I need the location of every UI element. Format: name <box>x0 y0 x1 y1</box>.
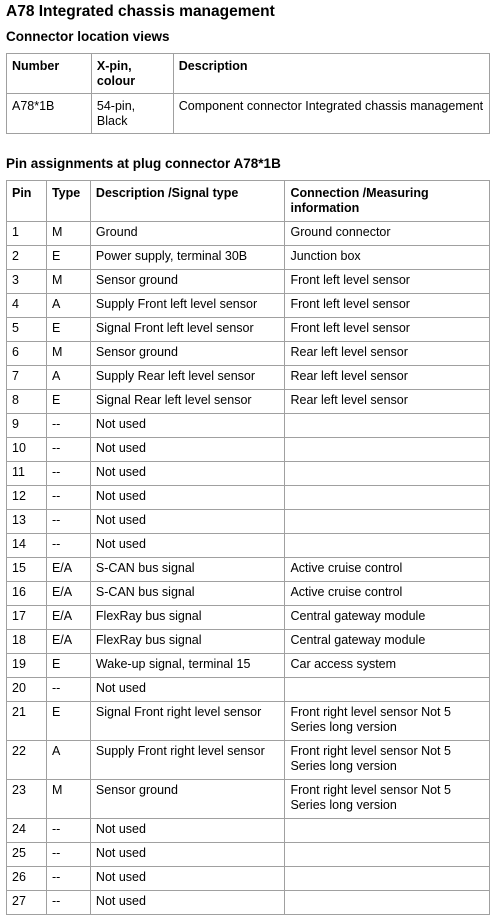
pin-connection: Rear left level sensor <box>285 342 490 366</box>
pin-type: M <box>46 342 90 366</box>
table-row <box>7 94 490 134</box>
connector-section-title: Connector location views <box>6 29 170 44</box>
pin-connection <box>285 843 490 867</box>
pin-description: Not used <box>90 891 285 915</box>
pin-type: E/A <box>46 582 90 606</box>
pin-description: Power supply, terminal 30B <box>90 246 285 270</box>
connector-xpin: 54-pin, Black <box>91 94 173 134</box>
pin-description: Not used <box>90 678 285 702</box>
pin-connection: Active cruise control <box>285 558 490 582</box>
pin-number: 14 <box>7 534 47 558</box>
pin-type: -- <box>46 891 90 915</box>
pin-connection <box>285 534 490 558</box>
pin-number: 13 <box>7 510 47 534</box>
pin-number: 15 <box>7 558 47 582</box>
table-row <box>7 414 490 438</box>
pin-description: Signal Rear left level sensor <box>90 390 285 414</box>
pin-connection <box>285 510 490 534</box>
pin-number: 27 <box>7 891 47 915</box>
header-connection: Connection /Measuring information <box>285 181 490 222</box>
pin-number: 25 <box>7 843 47 867</box>
pin-type: -- <box>46 438 90 462</box>
pin-number: 23 <box>7 780 47 819</box>
pin-number: 18 <box>7 630 47 654</box>
table-row <box>7 294 490 318</box>
table-row <box>7 246 490 270</box>
pin-description: Not used <box>90 414 285 438</box>
pin-description: S-CAN bus signal <box>90 582 285 606</box>
table-row <box>7 366 490 390</box>
pin-number: 6 <box>7 342 47 366</box>
table-row <box>7 222 490 246</box>
pin-number: 19 <box>7 654 47 678</box>
pin-description: FlexRay bus signal <box>90 606 285 630</box>
pin-description: Supply Front right level sensor <box>90 741 285 780</box>
pin-description: Supply Front left level sensor <box>90 294 285 318</box>
pin-description: Sensor ground <box>90 780 285 819</box>
pin-number: 7 <box>7 366 47 390</box>
header-type: Type <box>46 181 90 222</box>
table-row <box>7 654 490 678</box>
pin-connection: Ground connector <box>285 222 490 246</box>
table-row <box>7 582 490 606</box>
table-row <box>7 558 490 582</box>
pin-connection: Rear left level sensor <box>285 366 490 390</box>
pin-number: 2 <box>7 246 47 270</box>
pin-type: M <box>46 222 90 246</box>
pin-description: Wake-up signal, terminal 15 <box>90 654 285 678</box>
pin-number: 24 <box>7 819 47 843</box>
table-row <box>7 606 490 630</box>
pin-connection <box>285 462 490 486</box>
pin-description: Not used <box>90 438 285 462</box>
pin-type: -- <box>46 462 90 486</box>
pin-connection <box>285 438 490 462</box>
pin-type: A <box>46 741 90 780</box>
pin-type: E <box>46 702 90 741</box>
table-row <box>7 843 490 867</box>
pin-type: E/A <box>46 630 90 654</box>
header-xpin-colour: X-pin, colour <box>91 54 173 94</box>
table-row <box>7 891 490 915</box>
pin-number: 21 <box>7 702 47 741</box>
pin-type: E <box>46 390 90 414</box>
pin-type: E <box>46 654 90 678</box>
pin-type: -- <box>46 867 90 891</box>
pin-description: Not used <box>90 819 285 843</box>
pin-description: S-CAN bus signal <box>90 558 285 582</box>
table-row <box>7 819 490 843</box>
pin-connection: Active cruise control <box>285 582 490 606</box>
pin-assignment-table <box>6 180 490 915</box>
pin-type: E <box>46 246 90 270</box>
table-row <box>7 270 490 294</box>
pin-number: 10 <box>7 438 47 462</box>
pin-description: Not used <box>90 462 285 486</box>
pin-type: -- <box>46 486 90 510</box>
pin-connection <box>285 867 490 891</box>
pin-type: -- <box>46 510 90 534</box>
pin-number: 12 <box>7 486 47 510</box>
pin-connection: Front right level sensor Not 5 Series long version <box>285 741 490 780</box>
header-description: Description <box>173 54 489 94</box>
pin-type: E <box>46 318 90 342</box>
table-row <box>7 318 490 342</box>
pin-connection <box>285 891 490 915</box>
pin-description: Signal Front left level sensor <box>90 318 285 342</box>
connector-location-table <box>6 53 490 134</box>
header-pin: Pin <box>7 181 47 222</box>
pin-section-title: Pin assignments at plug connector A78*1B <box>6 156 281 171</box>
table-row <box>7 630 490 654</box>
pin-number: 26 <box>7 867 47 891</box>
table-row <box>7 462 490 486</box>
table-row <box>7 867 490 891</box>
table-row <box>7 678 490 702</box>
table-row <box>7 486 490 510</box>
pin-connection: Car access system <box>285 654 490 678</box>
pin-number: 17 <box>7 606 47 630</box>
pin-description: Sensor ground <box>90 342 285 366</box>
pin-number: 4 <box>7 294 47 318</box>
pin-connection: Front right level sensor Not 5 Series long version <box>285 702 490 741</box>
table-row <box>7 342 490 366</box>
pin-description: Not used <box>90 843 285 867</box>
pin-description: Not used <box>90 867 285 891</box>
pin-number: 22 <box>7 741 47 780</box>
pin-type: M <box>46 780 90 819</box>
pin-type: E/A <box>46 558 90 582</box>
pin-description: Supply Rear left level sensor <box>90 366 285 390</box>
document <box>6 0 495 915</box>
pin-type: -- <box>46 819 90 843</box>
pin-connection: Central gateway module <box>285 630 490 654</box>
pin-type: -- <box>46 843 90 867</box>
connector-number: A78*1B <box>7 94 92 134</box>
pin-connection: Front left level sensor <box>285 270 490 294</box>
pin-type: A <box>46 366 90 390</box>
table-row <box>7 780 490 819</box>
header-number: Number <box>7 54 92 94</box>
pin-table-header-row <box>7 181 490 222</box>
pin-number: 9 <box>7 414 47 438</box>
connector-description: Component connector Integrated chassis management <box>173 94 489 134</box>
pin-number: 1 <box>7 222 47 246</box>
pin-number: 20 <box>7 678 47 702</box>
pin-connection <box>285 678 490 702</box>
pin-type: A <box>46 294 90 318</box>
pin-number: 5 <box>7 318 47 342</box>
pin-description: FlexRay bus signal <box>90 630 285 654</box>
pin-number: 8 <box>7 390 47 414</box>
connector-table-header-row <box>7 54 490 94</box>
pin-description: Not used <box>90 510 285 534</box>
table-row <box>7 438 490 462</box>
pin-description: Ground <box>90 222 285 246</box>
pin-connection <box>285 819 490 843</box>
table-row <box>7 702 490 741</box>
pin-connection: Front right level sensor Not 5 Series long version <box>285 780 490 819</box>
pin-connection: Front left level sensor <box>285 318 490 342</box>
pin-description: Not used <box>90 486 285 510</box>
pin-connection <box>285 486 490 510</box>
pin-type: -- <box>46 678 90 702</box>
pin-connection: Central gateway module <box>285 606 490 630</box>
page-title: A78 Integrated chassis management <box>6 3 275 20</box>
pin-type: E/A <box>46 606 90 630</box>
table-row <box>7 390 490 414</box>
pin-number: 11 <box>7 462 47 486</box>
pin-table-body <box>7 222 490 915</box>
pin-connection: Junction box <box>285 246 490 270</box>
table-row <box>7 510 490 534</box>
pin-connection <box>285 414 490 438</box>
pin-type: -- <box>46 414 90 438</box>
pin-number: 16 <box>7 582 47 606</box>
pin-connection: Front left level sensor <box>285 294 490 318</box>
pin-description: Not used <box>90 534 285 558</box>
pin-number: 3 <box>7 270 47 294</box>
pin-connection: Rear left level sensor <box>285 390 490 414</box>
pin-description: Sensor ground <box>90 270 285 294</box>
pin-description: Signal Front right level sensor <box>90 702 285 741</box>
pin-type: M <box>46 270 90 294</box>
table-row <box>7 741 490 780</box>
header-signal-type: Description /Signal type <box>90 181 285 222</box>
pin-type: -- <box>46 534 90 558</box>
table-row <box>7 534 490 558</box>
